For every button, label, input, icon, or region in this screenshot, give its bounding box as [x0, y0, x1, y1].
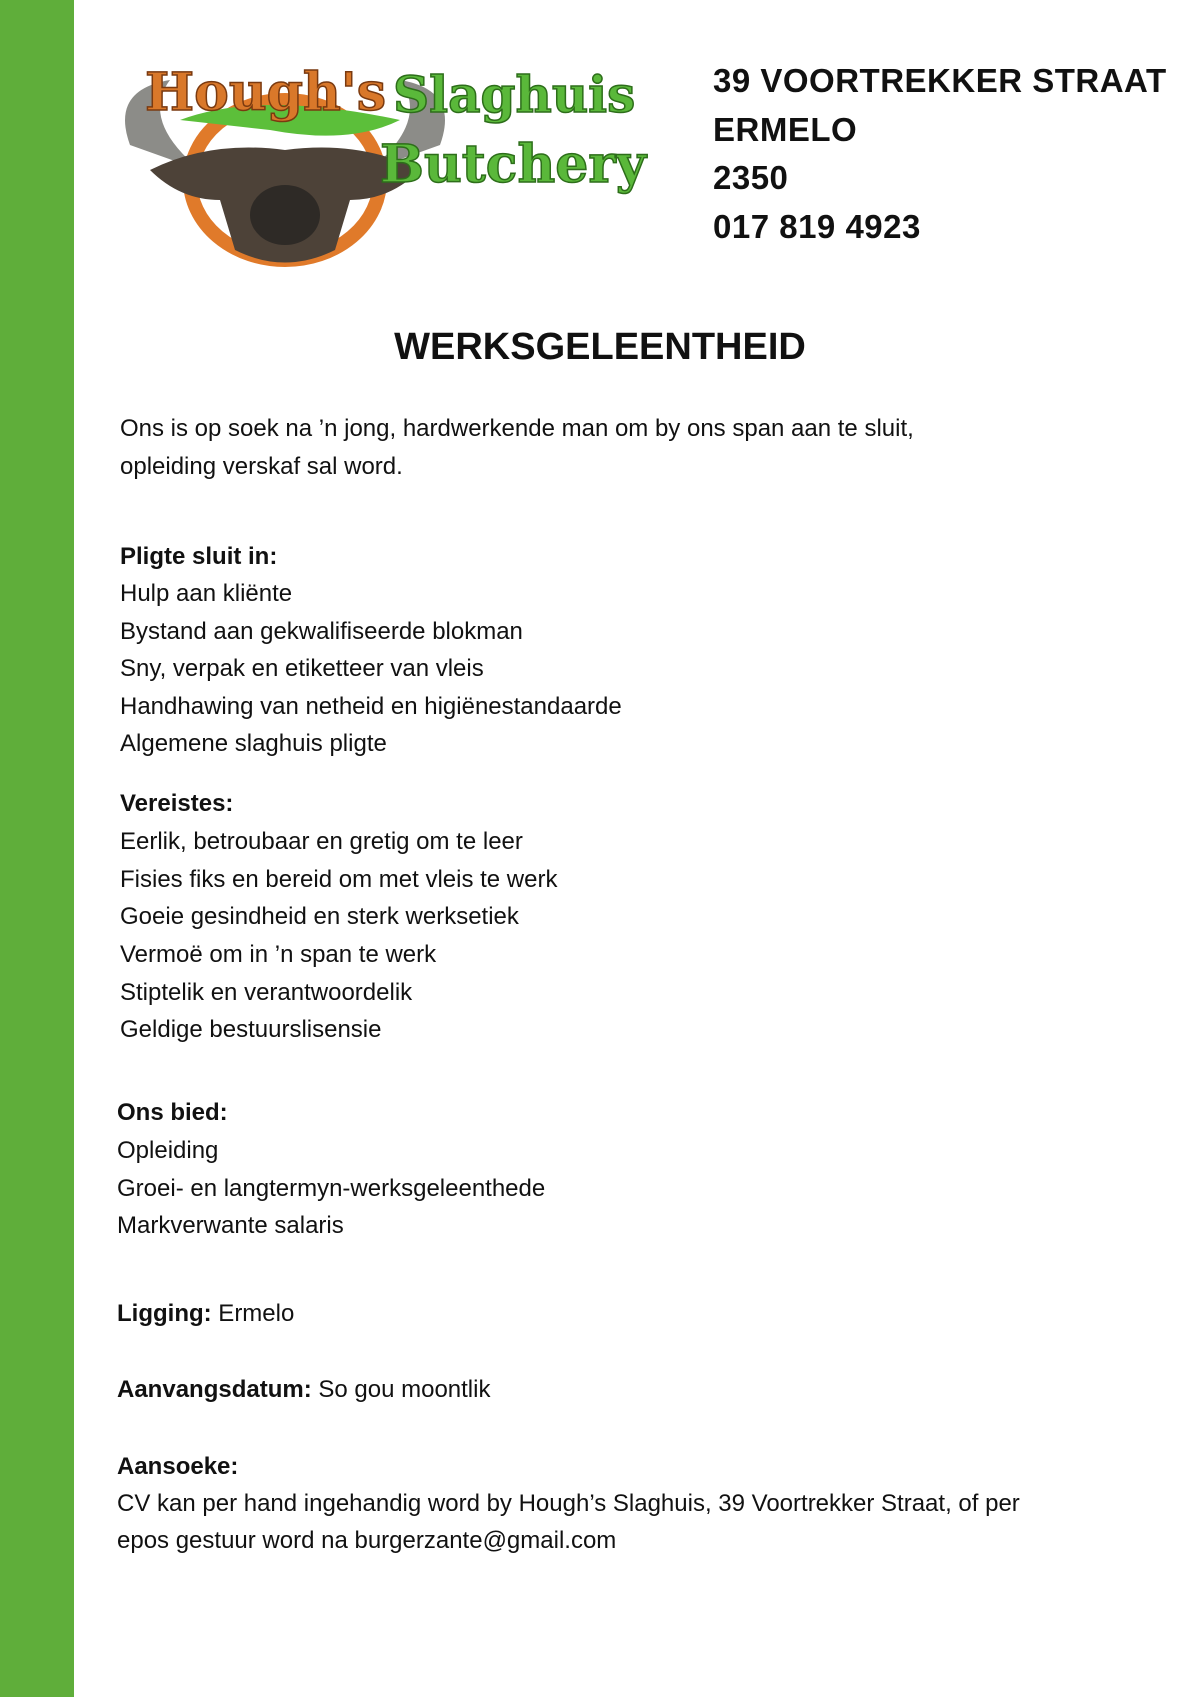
- duty-item: Handhawing van netheid en higiënestandaarde: [120, 693, 622, 720]
- address-town: ERMELO: [713, 111, 858, 148]
- requirement-item: Geldige bestuurslisensie: [120, 1016, 382, 1043]
- intro-line: Ons is op soek na ’n jong, hardwerkende man om by ons span aan te sluit,: [120, 415, 914, 442]
- requirements-heading: Vereistes:: [120, 790, 234, 817]
- offer-heading: Ons bied:: [117, 1099, 228, 1126]
- start-date-value: So gou moontlik: [311, 1376, 491, 1403]
- location-value: Ermelo: [211, 1300, 295, 1327]
- address-phone: 017 819 4923: [713, 208, 921, 245]
- apply-heading: Aansoeke:: [117, 1453, 239, 1480]
- address-street: 39 VOORTREKKER STRAAT: [713, 62, 1167, 99]
- green-side-bar: [0, 0, 74, 1697]
- requirement-item: Fisies fiks en bereid om met vleis te werk: [120, 866, 558, 893]
- offer-item: Markverwante salaris: [117, 1212, 344, 1239]
- offer-item: Groei- en langtermyn-werksgeleenthede: [117, 1175, 546, 1202]
- apply-line: epos gestuur word na burgerzante@gmail.com: [117, 1527, 617, 1554]
- start-date-label: Aanvangsdatum:: [117, 1376, 312, 1403]
- requirement-item: Eerlik, betroubaar en gretig om te leer: [120, 828, 523, 855]
- svg-text:Butchery: Butchery: [380, 134, 646, 195]
- intro-line: opleiding verskaf sal word.: [120, 453, 403, 480]
- svg-text:Hough's: Hough's: [145, 62, 386, 123]
- location-label: Ligging:: [117, 1300, 212, 1327]
- page-title: WERKSGELEENTHEID: [394, 326, 806, 368]
- apply-line: CV kan per hand ingehandig word by Hough’s Slaghuis, 39 Voortrekker Straat, of per: [117, 1490, 1020, 1517]
- duty-item: Hulp aan kliënte: [120, 580, 293, 607]
- start-date-line: [117, 1375, 490, 1405]
- duties-heading: Pligte sluit in:: [120, 543, 278, 570]
- butchery-logo: [110, 50, 670, 270]
- location-line: [117, 1299, 294, 1329]
- duty-item: Sny, verpak en etiketteer van vleis: [120, 655, 484, 682]
- offer-item: Opleiding: [117, 1137, 219, 1164]
- duty-item: Bystand aan gekwalifiseerde blokman: [120, 618, 523, 645]
- requirement-item: Vermoë om in ’n span te werk: [120, 941, 437, 968]
- requirement-item: Stiptelik en verantwoordelik: [120, 979, 413, 1006]
- address-postcode: 2350: [713, 159, 789, 196]
- requirement-item: Goeie gesindheid en sterk werksetiek: [120, 903, 519, 930]
- svg-text:Slaghuis: Slaghuis: [393, 65, 636, 124]
- duty-item: Algemene slaghuis pligte: [120, 730, 387, 757]
